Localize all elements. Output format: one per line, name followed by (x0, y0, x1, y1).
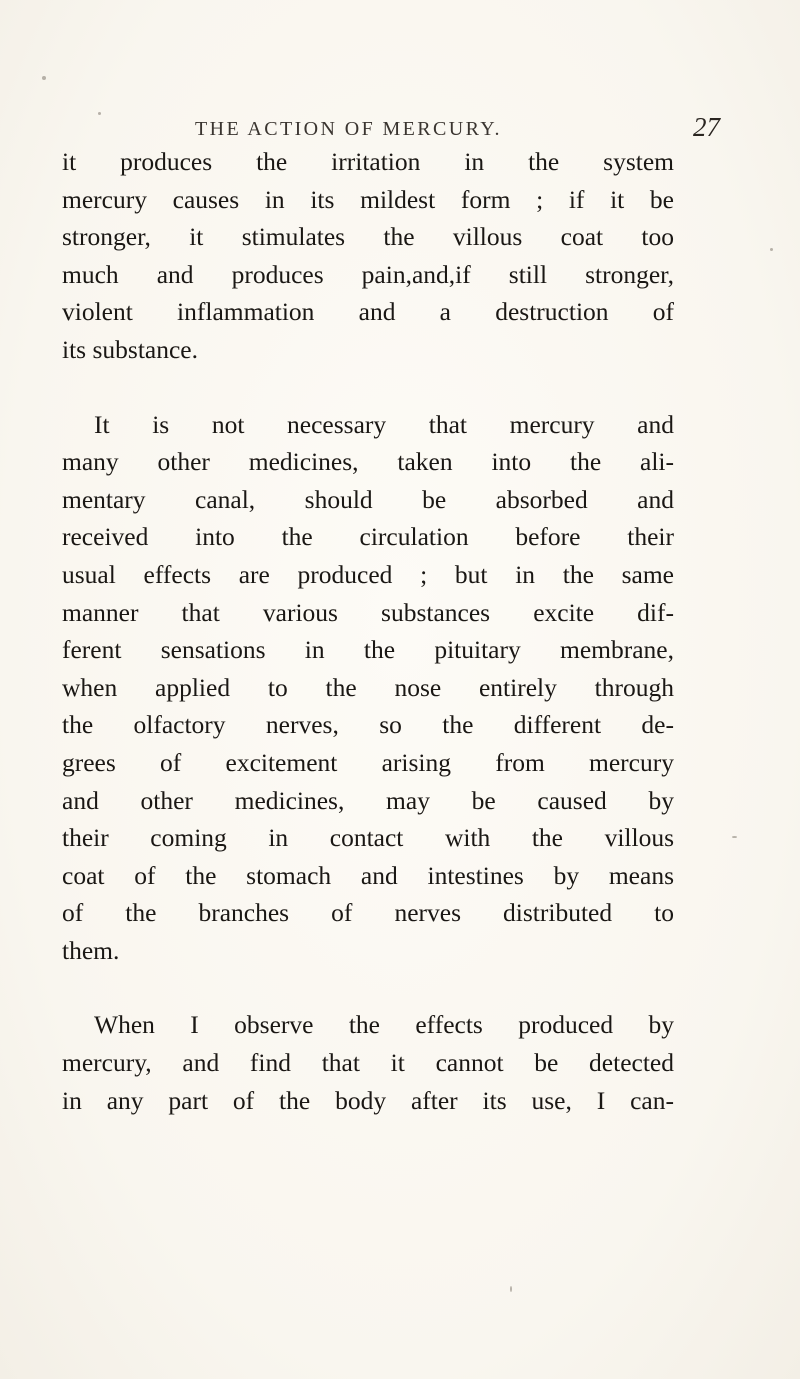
text-line: many other medicines, taken into the ali- (62, 447, 674, 477)
paper-speck (732, 836, 737, 838)
paragraph-1 (62, 143, 674, 369)
text-line: of the branches of nerves distributed to (62, 898, 674, 928)
text-line: manner that various substances excite dif- (62, 597, 674, 627)
running-title: THE ACTION OF MERCURY. (195, 118, 502, 140)
text-line: when applied to the nose entirely through (62, 672, 674, 702)
paragraph-gap (62, 969, 674, 1006)
text-line: the olfactory nerves, so the different de- (62, 710, 674, 740)
paragraph-2 (62, 406, 674, 970)
text-line: much and produces pain,and,if still stronger, (62, 259, 674, 289)
paper-speck (98, 112, 101, 115)
paper-speck (770, 248, 773, 251)
paragraph-gap (62, 369, 674, 406)
text-line: and other medicines, may be caused by (62, 785, 674, 815)
text-line: its substance. (62, 334, 198, 364)
body-text (62, 143, 674, 1119)
text-line: mercury, and find that it cannot be detected (62, 1048, 674, 1078)
text-line: grees of excitement arising from mercury (62, 747, 674, 777)
text-line: coat of the stomach and intestines by means (62, 860, 674, 890)
text-line: ferent sensations in the pituitary membrane, (62, 635, 674, 665)
text-line: When I observe the effects produced by (94, 1010, 674, 1040)
text-line: them. (62, 935, 120, 965)
page-number: 27 (693, 112, 720, 142)
paper-speck (42, 76, 46, 80)
text-line: stronger, it stimulates the villous coat too (62, 222, 674, 252)
text-line: received into the circulation before their (62, 522, 674, 552)
text-line: in any part of the body after its use, I can- (62, 1085, 674, 1115)
text-line: mercury causes in its mildest form ; if it be (62, 184, 674, 214)
paragraph-3 (62, 1006, 674, 1119)
text-line: violent inflammation and a destruction of (62, 297, 674, 327)
text-line: their coming in contact with the villous (62, 823, 674, 853)
paper-speck (510, 1286, 512, 1292)
text-line: It is not necessary that mercury and (94, 409, 674, 439)
text-line: it produces the irritation in the system (62, 147, 674, 176)
text-line: mentary canal, should be absorbed and (62, 484, 674, 514)
text-line: usual effects are produced ; but in the same (62, 559, 674, 589)
